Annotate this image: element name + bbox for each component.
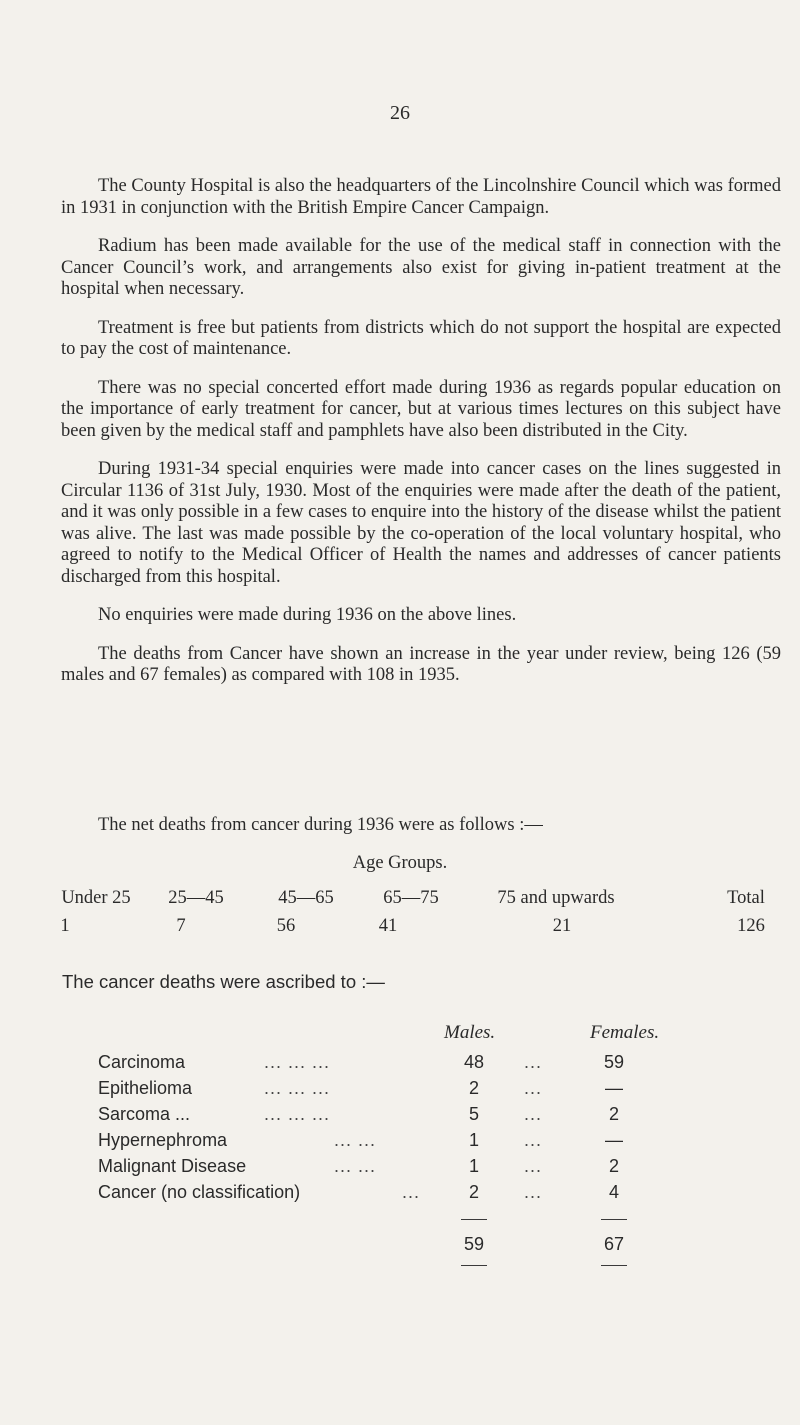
table-row [98, 1130, 748, 1156]
leader-dots: ... [524, 1182, 543, 1202]
net-deaths-intro: The net deaths from cancer during 1936 were as follows :— [98, 815, 543, 835]
males-value: 1 [468, 1130, 479, 1150]
paragraph: No enquiries were made during 1936 on the above lines. [98, 605, 517, 625]
age-header: Under 25 [61, 888, 131, 908]
total-rule [601, 1219, 627, 1220]
males-value: 2 [468, 1182, 479, 1202]
leader-dots: ... ... [334, 1130, 377, 1150]
leader-dots: ... [524, 1130, 543, 1150]
page-number: 26 [390, 102, 410, 124]
age-value: 41 [378, 916, 398, 936]
leader-dots: ... ... ... [264, 1052, 331, 1072]
age-header: 65—75 [383, 888, 439, 908]
age-header: 75 and upwards [497, 888, 615, 908]
classification-name: Epithelioma [98, 1078, 193, 1098]
table-row [98, 1104, 748, 1130]
leader-dots: ... [524, 1078, 543, 1098]
females-value: 2 [608, 1104, 619, 1124]
classification-name: Malignant Disease [98, 1156, 247, 1176]
females-value: 59 [603, 1052, 625, 1072]
age-value: 7 [176, 916, 186, 936]
age-value: 1 [60, 916, 70, 936]
age-value: 21 [552, 916, 572, 936]
classification-name: Carcinoma [98, 1052, 186, 1072]
classification-name: Cancer (no classification) [98, 1182, 301, 1202]
classification-name: Hypernephroma [98, 1130, 228, 1150]
age-groups-title: Age Groups. [352, 853, 448, 873]
males-value: 5 [468, 1104, 479, 1124]
total-rule [461, 1265, 487, 1266]
paragraph: Treatment is free but patients from districts which do not support the hospital are expected to pay the cost of maintenance. [61, 317, 781, 359]
paragraph: The deaths from Cancer have shown an increase in the year under review, being 126 (59 males and 67 females) as compared with 108 in 1935. [61, 643, 781, 685]
leader-dots: ... [524, 1104, 543, 1124]
totals-row [98, 1234, 748, 1260]
total-rule [461, 1219, 487, 1220]
body-text [61, 176, 781, 704]
age-value: 56 [276, 916, 296, 936]
leader-dots: ... ... ... [264, 1104, 331, 1124]
column-header-females: Females. [590, 1022, 660, 1043]
ascribed-intro: The cancer deaths were ascribed to :— [62, 971, 385, 992]
table-row [98, 1156, 748, 1182]
classification-name: Sarcoma ... [98, 1104, 191, 1124]
paragraph: During 1931-34 special enquiries were made into cancer cases on the lines suggested in Circular 1136 of 31st July, 1930. Most of the enquiries were made after the death of the patient, and it was only possible in a few cases to enquire into the history of the disease whilst the patient was alive. The last was made possible by the co-operation of the local voluntary hospital, who agreed to notify to the Medical Officer of Health the names and addresses of cancer patients discharged from this hospital. [61, 459, 781, 587]
females-value: 4 [608, 1182, 619, 1202]
leader-dots: ... ... [334, 1156, 377, 1176]
males-value: 1 [468, 1156, 479, 1176]
females-value: — [605, 1130, 623, 1150]
females-value: — [605, 1078, 623, 1098]
table-row [98, 1078, 748, 1104]
males-value: 2 [468, 1078, 479, 1098]
age-header: 45—65 [278, 888, 334, 908]
females-total: 67 [603, 1234, 625, 1254]
age-header: 25—45 [168, 888, 224, 908]
paragraph: Radium has been made available for the use of the medical staff in connection with the Cancer Council’s work, and arrangements also exist for giving in-patient treatment at the hospital when necessary. [61, 236, 781, 299]
paragraph: The County Hospital is also the headquarters of the Lincolnshire Council which was formed in 1931 in conjunction with the British Empire Cancer Campaign. [61, 176, 781, 218]
leader-dots: ... [524, 1052, 543, 1072]
table-row [98, 1182, 748, 1208]
males-total: 59 [463, 1234, 485, 1254]
age-value: 126 [737, 916, 765, 936]
paragraph: There was no special concerted effort made during 1936 as regards popular education on the importance of early treatment for cancer, but at various times lectures on this subject have been given by the medical staff and pamphlets have also been distributed in the City. [61, 377, 781, 441]
leader-dots: ... [524, 1156, 543, 1176]
leader-dots: ... ... ... [264, 1078, 331, 1098]
column-header-males: Males. [444, 1022, 496, 1043]
table-row [98, 1052, 748, 1078]
females-value: 2 [608, 1156, 619, 1176]
leader-dots: ... [402, 1182, 421, 1202]
males-value: 48 [463, 1052, 485, 1072]
total-rule [601, 1265, 627, 1266]
age-header: Total [727, 888, 765, 908]
